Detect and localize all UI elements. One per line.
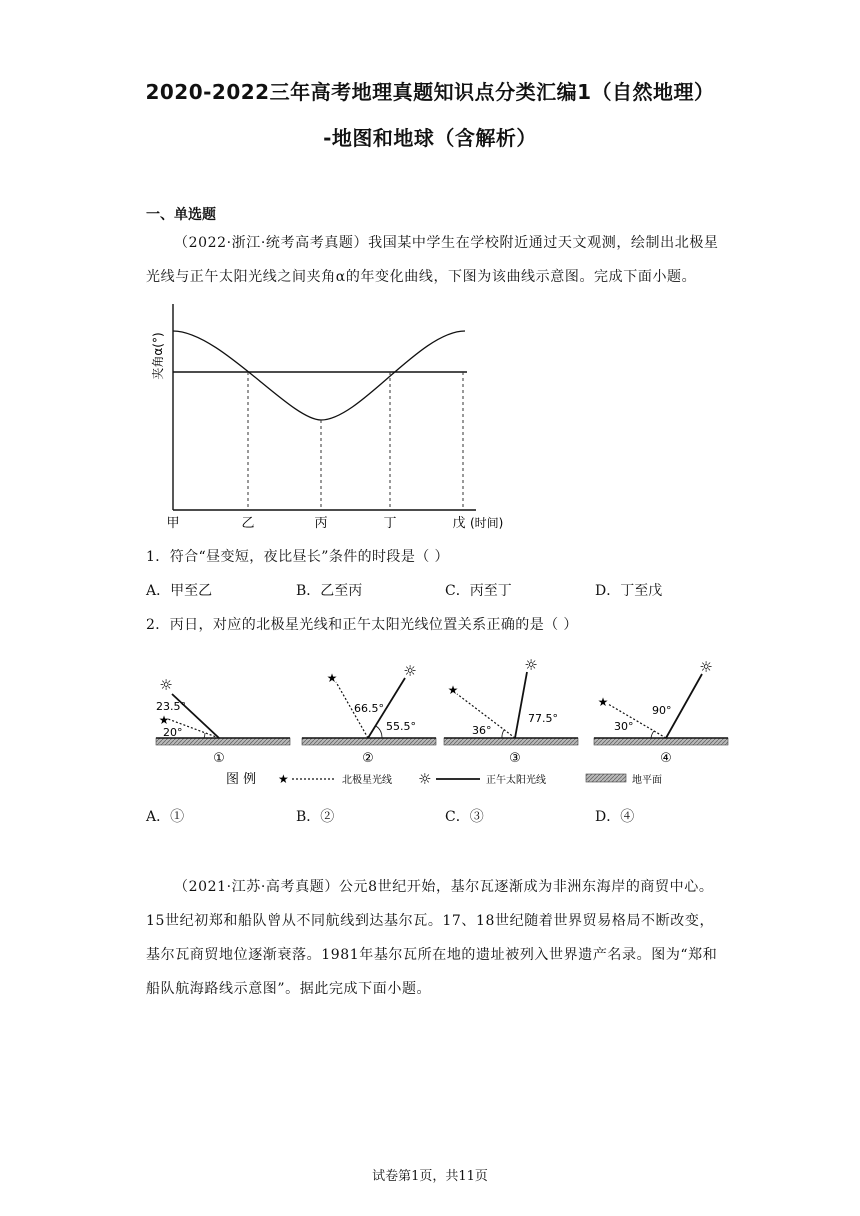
svg-text:55.5°: 55.5° <box>386 720 416 733</box>
sun-icon-4: ☼ <box>699 658 713 676</box>
legend-ground-label: 地平面 <box>632 775 662 786</box>
svg-text:90°: 90° <box>652 704 672 717</box>
panel-label-4: ④ <box>660 751 672 766</box>
ground-2 <box>302 738 436 745</box>
panel-1 <box>156 676 290 766</box>
star-icon-4: ★ <box>597 695 609 709</box>
question-2: 2．丙日，对应的北极星光线和正午太阳光线位置关系正确的是（ ） <box>146 617 578 633</box>
x-axis-unit: (时间) <box>470 516 504 530</box>
star-icon-2: ★ <box>326 671 338 685</box>
page-title-line2: -地图和地球（含解析） <box>323 126 537 150</box>
page-footer: 试卷第1页，共11页 <box>372 1169 488 1184</box>
light-angle-figure <box>146 652 746 792</box>
svg-text:66.5°: 66.5° <box>354 702 384 715</box>
angle-curve <box>173 331 465 420</box>
legend-star-label: 北极星光线 <box>342 775 392 786</box>
ground-1 <box>156 738 290 745</box>
q1-option-b[interactable]: B．乙至丙 <box>296 583 363 599</box>
tick-jia: 甲 <box>166 516 180 531</box>
ground-4 <box>594 738 728 745</box>
q2-option-b[interactable]: B．② <box>296 809 335 825</box>
legend-star-icon: ★ <box>278 772 289 786</box>
panel-3 <box>444 656 578 766</box>
passage-2: （2021·江苏·高考真题）公元8世纪开始，基尔瓦逐渐成为非洲东海岸的商贸中心。15世纪初郑和船队曾从不同航线到达基尔瓦。17、18世纪随着世界贸易格局不断改变，基尔瓦商贸地位逐渐衰落。1981年基尔瓦所在地的遗址被列入世界遗产名录。图为“郑和船队航海路线示意图”。据此完成下面小题。 <box>146 879 718 997</box>
tick-ding: 丁 <box>383 516 397 531</box>
q1-option-c[interactable]: C．丙至丁 <box>445 583 512 599</box>
svg-text:36°: 36° <box>472 724 492 737</box>
q2-option-d[interactable]: D．④ <box>595 809 635 825</box>
section-heading: 一、单选题 <box>146 207 216 223</box>
legend-title: 图 例 <box>226 772 257 787</box>
passage-1: （2022·浙江·统考高考真题）我国某中学生在学校附近通过天文观测，绘制出北极星光线与正午太阳光线之间夹角α的年变化曲线，下图为该曲线示意图。完成下面小题。 <box>146 235 719 285</box>
question-1: 1．符合“昼变短，夜比昼长”条件的时段是（ ） <box>146 549 449 565</box>
star-icon-3: ★ <box>447 683 459 697</box>
q1-option-a[interactable]: A．甲至乙 <box>146 583 213 599</box>
sun-icon-2: ☼ <box>403 662 417 680</box>
q2-option-c[interactable]: C．③ <box>445 809 484 825</box>
panel-4 <box>594 658 728 766</box>
y-axis-label: 夹角α(°) <box>151 332 165 380</box>
panel-2 <box>302 662 436 766</box>
sun-ray-3 <box>515 672 527 738</box>
panel-label-3: ③ <box>509 751 521 766</box>
svg-text:20°: 20° <box>163 726 183 739</box>
star-icon-1: ★ <box>158 713 170 727</box>
svg-text:77.5°: 77.5° <box>528 712 558 725</box>
sun-icon-1: ☼ <box>159 676 173 694</box>
angle-curve-chart <box>140 296 540 536</box>
sun-icon-3: ☼ <box>524 656 538 674</box>
tick-yi: 乙 <box>241 516 255 531</box>
page-title-line1: 2020-2022三年高考地理真题知识点分类汇编1（自然地理） <box>145 80 715 104</box>
svg-text:23.5°: 23.5° <box>156 700 186 713</box>
legend <box>226 770 662 788</box>
svg-text:30°: 30° <box>614 720 634 733</box>
tick-wu: 戊 <box>452 516 466 531</box>
q1-option-d[interactable]: D．丁至戊 <box>595 583 663 599</box>
legend-sun-icon: ☼ <box>418 770 432 788</box>
legend-sun-label: 正午太阳光线 <box>486 775 546 786</box>
tick-bing: 丙 <box>314 516 328 531</box>
panel-label-1: ① <box>213 751 225 766</box>
panel-label-2: ② <box>362 751 374 766</box>
ground-3 <box>444 738 578 745</box>
q2-option-a[interactable]: A．① <box>146 809 185 825</box>
